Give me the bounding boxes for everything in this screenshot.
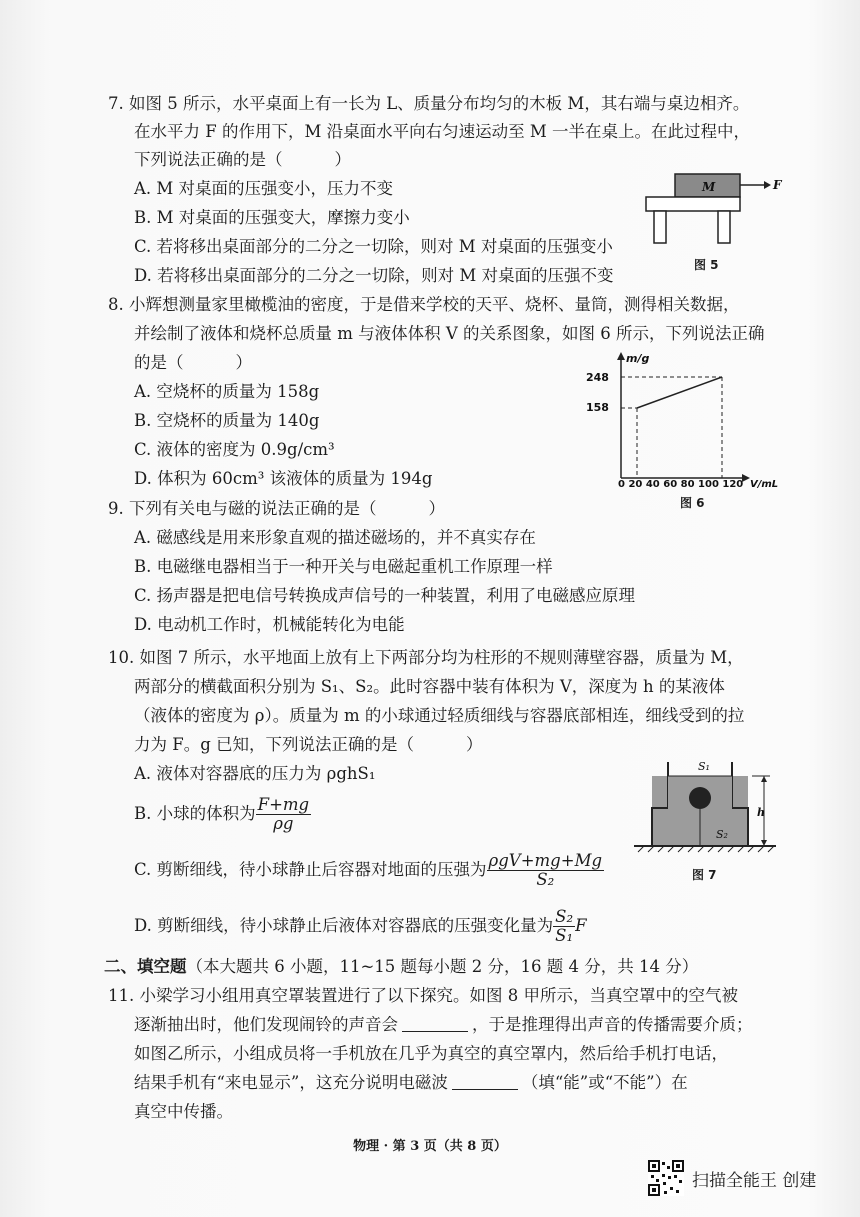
q7-stem-line-1: 7. 如图 5 所示，水平桌面上有一长为 L、质量分布均匀的木板 M，其右端与桌边相齐。: [108, 94, 750, 113]
figure-6-graph: [586, 350, 786, 488]
q10-stem-line-3: （液体的密度为 ρ）。质量为 m 的小球通过轻质细线与容器底部相连，细线受到的拉: [134, 706, 745, 725]
board-m-label: M: [702, 180, 716, 194]
q11-line-1: 11. 小梁学习小组用真空罩装置进行了以下探究。如图 8 甲所示，当真空罩中的空气被: [108, 986, 738, 1005]
qr-code-icon: [648, 1160, 684, 1196]
q9-option-d: D. 电动机工作时，机械能转化为电能: [134, 615, 405, 634]
q8-option-d: D. 体积为 60cm³ 该液体的质量为 194g: [134, 469, 433, 488]
x-ticks: 0 20 40 60 80 100 120: [618, 479, 744, 488]
y-axis-arrow: [617, 352, 625, 360]
y-tick-158: 158: [586, 401, 609, 414]
q10-option-a: A. 液体对容器底的压力为 ρghS₁: [134, 764, 376, 783]
q11-blank-1[interactable]: [402, 1016, 468, 1032]
q9-option-b: B. 电磁继电器相当于一种开关与电磁起重机工作原理一样: [134, 557, 553, 576]
q11-line-3: 如图乙所示，小组成员将一手机放在几乎为真空的真空罩内，然后给手机打电话，: [134, 1044, 728, 1063]
q7-option-d: D. 若将移出桌面部分的二分之一切除，则对 M 对桌面的压强不变: [134, 266, 614, 285]
q8-stem-line-1: 8. 小辉想测量家里橄榄油的密度，于是借来学校的天平、烧杯、量筒，测得相关数据，: [108, 295, 740, 314]
q7-stem-line-3: 下列说法正确的是（ ）: [134, 150, 351, 169]
section-2-heading: 二、填空题（本大题共 6 小题，11~15 题每小题 2 分，16 题 4 分，共 14 分）: [104, 957, 699, 976]
q11-blank-2[interactable]: [452, 1074, 518, 1090]
q9-stem: 9. 下列有关电与磁的说法正确的是（ ）: [108, 499, 445, 518]
q10-option-d: D. 剪断细线，待小球静止后液体对容器底的压强变化量为 $\frac{\text{S₂}}{\text{S₁}}$ F: [134, 907, 587, 945]
table-leg-right: [718, 211, 730, 243]
scanner-watermark: [648, 1160, 816, 1196]
s2-label: S₂: [716, 828, 728, 841]
table-top: [646, 197, 740, 211]
q10-stem-line-2: 两部分的横截面积分别为 S₁、S₂。此时容器中装有体积为 V，深度为 h 的某液体: [134, 677, 725, 696]
q8-option-c: C. 液体的密度为 0.9g/cm³: [134, 440, 335, 459]
figure-7-caption: 图 7: [692, 868, 717, 882]
q8-option-b: B. 空烧杯的质量为 140g: [134, 411, 320, 430]
page-footer: 物理 · 第 3 页（共 8 页）: [353, 1139, 507, 1154]
q11-line-5: 真空中传播。: [134, 1102, 233, 1121]
q10-stem-line-1: 10. 如图 7 所示，水平地面上放有上下两部分均为柱形的不规则薄壁容器，质量为 M，: [108, 648, 744, 667]
y-tick-248: 248: [586, 371, 609, 384]
s1-label: S₁: [698, 760, 710, 773]
figure-5-diagram: [640, 168, 790, 252]
table-leg-left: [654, 211, 666, 243]
q8-stem-line-2: 并绘制了液体和烧杯总质量 m 与液体体积 V 的关系图象，如图 6 所示，下列说法正确: [134, 324, 765, 343]
q9-option-c: C. 扬声器是把电信号转换成声信号的一种装置，利用了电磁感应原理: [134, 586, 636, 605]
watermark-text: 扫描全能王 创建: [692, 1170, 817, 1191]
q11-line-2: 逐渐抽出时，他们发现闹铃的声音会 ，于是推理得出声音的传播需要介质；: [134, 1015, 753, 1034]
q10-option-c: C. 剪断细线，待小球静止后容器对地面的压强为 $\frac{\text{ρgV+mg+Mg}}{\text{S₂}}$: [134, 851, 603, 889]
q7-option-a: A. M 对桌面的压强变小，压力不变: [134, 179, 394, 198]
ball: [689, 787, 711, 809]
h-label: h: [757, 806, 765, 819]
q7-option-b: B. M 对桌面的压强变大，摩擦力变小: [134, 208, 410, 227]
force-arrow-head: [764, 181, 771, 189]
q9-option-a: A. 磁感线是用来形象直观的描述磁场的，并不真实存在: [134, 528, 536, 547]
figure-5-caption: 图 5: [694, 258, 719, 272]
figure-7-container: [630, 748, 780, 858]
q7-stem-line-2: 在水平力 F 的作用下，M 沿桌面水平向右匀速运动至 M 一半在桌上。在此过程中，: [134, 122, 750, 141]
y-axis-label: m/g: [626, 352, 650, 365]
q10-stem-line-4: 力为 F。g 已知，下列说法正确的是（ ）: [134, 735, 483, 754]
q7-option-c: C. 若将移出桌面部分的二分之一切除，则对 M 对桌面的压强变小: [134, 237, 613, 256]
data-line: [637, 377, 722, 408]
force-label: F: [773, 178, 782, 192]
x-axis-label: V/mL: [750, 479, 779, 488]
q8-stem-line-3: 的是（ ）: [134, 353, 252, 372]
q8-option-a: A. 空烧杯的质量为 158g: [134, 382, 320, 401]
h-arrow-top: [761, 776, 767, 782]
q11-line-4: 结果手机有“来电显示”，这充分说明电磁波 （填“能”或“不能”）在: [134, 1073, 688, 1092]
figure-6-caption: 图 6: [680, 496, 705, 510]
q10-option-b: B. 小球的体积为 $\frac{F+mg}{\rho g}$: [134, 795, 310, 833]
